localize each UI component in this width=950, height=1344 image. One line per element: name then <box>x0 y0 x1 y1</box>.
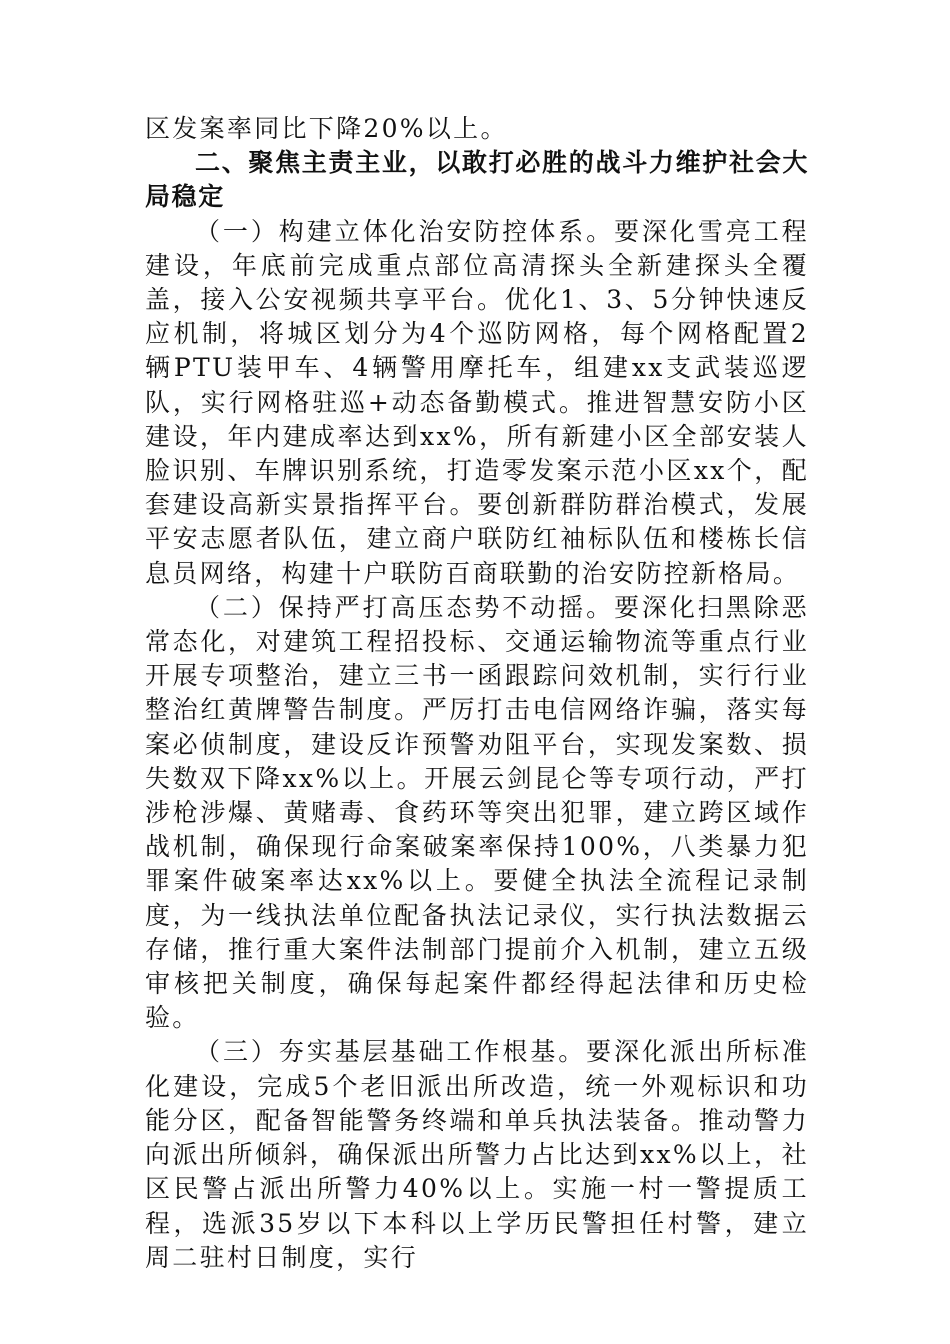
document-body <box>145 112 809 1275</box>
continuation-text: 区发案率同比下降20%以上。 <box>145 114 508 143</box>
paragraph-1-body: 要深化雪亮工程建设，年底前完成重点部位高清探头全新建探头全覆盖，接入公安视频共享平台。优化1、3、5分钟快速反应机制，将城区划分为4个巡防网格，每个网格配置2辆PTU装甲车、4辆警用摩托车，组建xx支武装巡逻队，实行网格驻巡+动态备勤模式。推进智慧安防小区建设，年内建成率达到xx%，所有新建小区全部安装人脸识别、车牌识别系统，打造零发案示范小区xx个，配套建设高新实景指挥平台。要创新群防群治模式，发展平安志愿者队伍，建立商户联防红袖标队伍和楼栋长信息员网络，构建十户联防百商联勤的治安防控新格局。 <box>145 216 809 588</box>
paragraph-2-body: 要深化扫黑除恶常态化，对建筑工程招投标、交通运输物流等重点行业开展专项整治，建立三书一函跟踪问效机制，实行行业整治红黄牌警告制度。严厉打击电信网络诈骗，落实每案必侦制度，建设反诈预警劝阻平台，实现发案数、损失数双下降xx%以上。开展云剑昆仑等专项行动，严打涉枪涉爆、黄赌毒、食药环等突出犯罪，建立跨区域作战机制，确保现行命案破案率保持100%，八类暴力犯罪案件破案率达xx%以上。要健全执法全流程记录制度，为一线执法单位配备执法记录仪，实行执法数据云存储，推行重大案件法制部门提前介入机制，建立五级审核把关制度，确保每起案件都经得起法律和历史检验。 <box>145 592 809 1033</box>
paragraph-2-lead: （二）保持严打高压态势不动摇。 <box>195 592 615 622</box>
paragraph-1 <box>145 215 809 591</box>
paragraph-2 <box>145 591 809 1036</box>
section-heading: 二、聚焦主责主业，以敢打必胜的战斗力维护社会大局稳定 <box>145 148 809 212</box>
paragraph-1-lead: （一）构建立体化治安防控体系。 <box>195 216 615 246</box>
paragraph-3-lead: （三）夯实基层基础工作根基。 <box>195 1037 587 1067</box>
paragraph-3-body: 要深化派出所标准化建设，完成5个老旧派出所改造，统一外观标识和功能分区，配备智能警务终端和单兵执法装备。推动警力向派出所倾斜，确保派出所警力占比达到xx%以上，社区民警占派出所警力40%以上。实施一村一警提质工程，选派35岁以下本科以上学历民警担任村警，建立周二驻村日制度，实行 <box>145 1037 810 1272</box>
paragraph-3 <box>145 1035 809 1274</box>
